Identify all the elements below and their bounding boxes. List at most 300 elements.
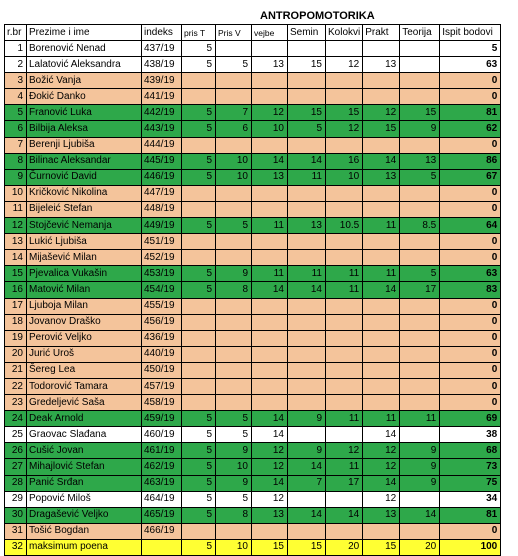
cell-exam-points[interactable]: 0 <box>440 185 501 201</box>
cell-practical[interactable]: 14 <box>363 153 400 169</box>
cell-seminar[interactable] <box>288 201 326 217</box>
cell-attendance-practice[interactable]: 10 <box>216 459 252 475</box>
cell-row-number[interactable]: 16 <box>5 282 27 298</box>
cell-attendance-theory[interactable] <box>182 395 216 411</box>
cell-theory[interactable]: 9 <box>400 475 440 491</box>
cell-full-name[interactable]: Panić Srđan <box>27 475 142 491</box>
cell-seminar[interactable] <box>288 73 326 89</box>
cell-practical[interactable] <box>363 346 400 362</box>
cell-attendance-theory[interactable] <box>182 73 216 89</box>
cell-exam-points[interactable]: 0 <box>440 137 501 153</box>
cell-exercises[interactable] <box>252 346 288 362</box>
cell-exam-points[interactable]: 0 <box>440 73 501 89</box>
cell-index-number[interactable]: 436/19 <box>142 330 182 346</box>
cell-practical[interactable]: 11 <box>363 218 400 234</box>
cell-exam-points[interactable]: 83 <box>440 282 501 298</box>
cell-theory[interactable] <box>400 298 440 314</box>
cell-row-number[interactable]: 4 <box>5 89 27 105</box>
cell-exam-points[interactable]: 75 <box>440 475 501 491</box>
cell-full-name[interactable]: Matović Milan <box>27 282 142 298</box>
cell-exercises[interactable] <box>252 137 288 153</box>
cell-attendance-theory[interactable]: 5 <box>182 153 216 169</box>
cell-colloquium[interactable] <box>326 427 363 443</box>
cell-index-number[interactable]: 459/19 <box>142 411 182 427</box>
cell-seminar[interactable] <box>288 523 326 539</box>
cell-row-number[interactable]: 5 <box>5 105 27 121</box>
cell-attendance-practice[interactable]: 7 <box>216 105 252 121</box>
cell-index-number[interactable]: 449/19 <box>142 218 182 234</box>
cell-exercises[interactable] <box>252 201 288 217</box>
cell-practical[interactable] <box>363 395 400 411</box>
cell-theory[interactable]: 9 <box>400 459 440 475</box>
cell-exam-points[interactable]: 0 <box>440 314 501 330</box>
cell-full-name[interactable]: Todorović Tamara <box>27 378 142 394</box>
cell-exercises[interactable]: 11 <box>252 218 288 234</box>
cell-theory[interactable] <box>400 89 440 105</box>
cell-exam-points[interactable]: 0 <box>440 378 501 394</box>
cell-exercises[interactable] <box>252 185 288 201</box>
cell-theory[interactable] <box>400 250 440 266</box>
cell-seminar[interactable] <box>288 137 326 153</box>
cell-theory[interactable] <box>400 330 440 346</box>
cell-practical[interactable]: 12 <box>363 459 400 475</box>
cell-seminar[interactable]: 14 <box>288 153 326 169</box>
cell-attendance-theory[interactable]: 5 <box>182 121 216 137</box>
cell-seminar[interactable] <box>288 427 326 443</box>
cell-index-number[interactable]: 453/19 <box>142 266 182 282</box>
header-colloquium[interactable]: Kolokvi <box>326 25 363 41</box>
cell-practical[interactable]: 12 <box>363 491 400 507</box>
cell-attendance-practice[interactable]: 9 <box>216 475 252 491</box>
cell-practical[interactable] <box>363 41 400 57</box>
cell-practical[interactable] <box>363 234 400 250</box>
cell-attendance-practice[interactable] <box>216 185 252 201</box>
cell-theory[interactable]: 15 <box>400 105 440 121</box>
cell-seminar[interactable]: 7 <box>288 475 326 491</box>
cell-full-name[interactable]: Graovac Slađana <box>27 427 142 443</box>
cell-exam-points[interactable]: 0 <box>440 298 501 314</box>
cell-seminar[interactable] <box>288 250 326 266</box>
cell-colloquium[interactable] <box>326 523 363 539</box>
cell-attendance-theory[interactable]: 5 <box>182 282 216 298</box>
cell-row-number[interactable]: 9 <box>5 169 27 185</box>
cell-full-name[interactable]: Perović Veljko <box>27 330 142 346</box>
cell-row-number[interactable]: 17 <box>5 298 27 314</box>
cell-index-number[interactable]: 445/19 <box>142 153 182 169</box>
cell-colloquium[interactable]: 12 <box>326 443 363 459</box>
cell-attendance-theory[interactable]: 5 <box>182 411 216 427</box>
cell-practical[interactable]: 14 <box>363 427 400 443</box>
cell-practical[interactable]: 11 <box>363 266 400 282</box>
cell-seminar[interactable] <box>288 362 326 378</box>
cell-theory[interactable] <box>400 346 440 362</box>
cell-colloquium[interactable]: 14 <box>326 507 363 523</box>
cell-exam-points[interactable]: 0 <box>440 330 501 346</box>
cell-theory[interactable] <box>400 137 440 153</box>
cell-seminar[interactable]: 15 <box>288 539 326 555</box>
cell-colloquium[interactable]: 11 <box>326 459 363 475</box>
cell-full-name[interactable]: Ljuboja Milan <box>27 298 142 314</box>
cell-full-name[interactable]: maksimum poena <box>27 539 142 555</box>
cell-exam-points[interactable]: 0 <box>440 346 501 362</box>
cell-full-name[interactable]: Borenović Nenad <box>27 41 142 57</box>
cell-index-number[interactable]: 466/19 <box>142 523 182 539</box>
cell-practical[interactable]: 13 <box>363 57 400 73</box>
cell-index-number[interactable]: 456/19 <box>142 314 182 330</box>
cell-attendance-theory[interactable]: 5 <box>182 57 216 73</box>
cell-index-number[interactable]: 446/19 <box>142 169 182 185</box>
cell-attendance-theory[interactable]: 5 <box>182 169 216 185</box>
cell-attendance-practice[interactable]: 10 <box>216 539 252 555</box>
cell-colloquium[interactable] <box>326 137 363 153</box>
cell-seminar[interactable] <box>288 185 326 201</box>
cell-attendance-practice[interactable]: 5 <box>216 411 252 427</box>
cell-attendance-theory[interactable] <box>182 378 216 394</box>
cell-attendance-practice[interactable] <box>216 41 252 57</box>
cell-seminar[interactable] <box>288 378 326 394</box>
cell-practical[interactable]: 14 <box>363 475 400 491</box>
cell-exam-points[interactable]: 0 <box>440 234 501 250</box>
cell-seminar[interactable] <box>288 346 326 362</box>
header-seminar[interactable]: Semin <box>288 25 326 41</box>
cell-colloquium[interactable]: 17 <box>326 475 363 491</box>
cell-seminar[interactable] <box>288 41 326 57</box>
cell-theory[interactable] <box>400 57 440 73</box>
cell-exercises[interactable]: 10 <box>252 121 288 137</box>
cell-attendance-theory[interactable] <box>182 523 216 539</box>
cell-theory[interactable]: 11 <box>400 411 440 427</box>
cell-index-number[interactable]: 452/19 <box>142 250 182 266</box>
cell-exercises[interactable] <box>252 73 288 89</box>
cell-theory[interactable]: 5 <box>400 266 440 282</box>
cell-index-number[interactable]: 457/19 <box>142 378 182 394</box>
cell-theory[interactable] <box>400 314 440 330</box>
cell-colloquium[interactable]: 11 <box>326 411 363 427</box>
cell-seminar[interactable]: 9 <box>288 411 326 427</box>
cell-attendance-theory[interactable] <box>182 234 216 250</box>
cell-exercises[interactable] <box>252 234 288 250</box>
cell-full-name[interactable]: Deak Arnold <box>27 411 142 427</box>
cell-full-name[interactable]: Gredeljević Saša <box>27 395 142 411</box>
cell-full-name[interactable]: Berenji Ljubiša <box>27 137 142 153</box>
cell-attendance-practice[interactable]: 9 <box>216 266 252 282</box>
cell-attendance-practice[interactable]: 8 <box>216 282 252 298</box>
cell-index-number[interactable]: 461/19 <box>142 443 182 459</box>
cell-colloquium[interactable]: 12 <box>326 121 363 137</box>
cell-exam-points[interactable]: 81 <box>440 507 501 523</box>
cell-attendance-theory[interactable]: 5 <box>182 427 216 443</box>
cell-exam-points[interactable]: 0 <box>440 250 501 266</box>
cell-attendance-theory[interactable]: 5 <box>182 218 216 234</box>
cell-exam-points[interactable]: 0 <box>440 89 501 105</box>
cell-full-name[interactable]: Mijašević Milan <box>27 250 142 266</box>
header-attendance-theory[interactable]: pris T <box>182 25 216 41</box>
cell-attendance-theory[interactable] <box>182 201 216 217</box>
cell-seminar[interactable] <box>288 89 326 105</box>
cell-colloquium[interactable] <box>326 298 363 314</box>
header-practical[interactable]: Prakt <box>363 25 400 41</box>
cell-exercises[interactable]: 14 <box>252 282 288 298</box>
cell-attendance-practice[interactable] <box>216 523 252 539</box>
cell-practical[interactable] <box>363 89 400 105</box>
cell-index-number[interactable]: 454/19 <box>142 282 182 298</box>
cell-row-number[interactable]: 21 <box>5 362 27 378</box>
header-exercises[interactable]: vejbe <box>252 25 288 41</box>
cell-row-number[interactable]: 19 <box>5 330 27 346</box>
cell-index-number[interactable]: 439/19 <box>142 73 182 89</box>
cell-full-name[interactable]: Bilinac Aleksandar <box>27 153 142 169</box>
cell-index-number[interactable]: 462/19 <box>142 459 182 475</box>
cell-exercises[interactable] <box>252 395 288 411</box>
cell-attendance-practice[interactable] <box>216 89 252 105</box>
cell-seminar[interactable]: 14 <box>288 459 326 475</box>
cell-exercises[interactable]: 14 <box>252 427 288 443</box>
cell-index-number[interactable]: 444/19 <box>142 137 182 153</box>
cell-index-number[interactable]: 442/19 <box>142 105 182 121</box>
cell-row-number[interactable]: 29 <box>5 491 27 507</box>
cell-index-number[interactable]: 465/19 <box>142 507 182 523</box>
cell-practical[interactable]: 15 <box>363 121 400 137</box>
cell-row-number[interactable]: 8 <box>5 153 27 169</box>
cell-exam-points[interactable]: 34 <box>440 491 501 507</box>
cell-attendance-practice[interactable] <box>216 395 252 411</box>
cell-full-name[interactable]: Božić Vanja <box>27 73 142 89</box>
cell-full-name[interactable]: Cušić Jovan <box>27 443 142 459</box>
cell-attendance-theory[interactable]: 5 <box>182 539 216 555</box>
cell-exercises[interactable]: 13 <box>252 169 288 185</box>
cell-practical[interactable] <box>363 185 400 201</box>
cell-exam-points[interactable]: 0 <box>440 362 501 378</box>
cell-exercises[interactable]: 11 <box>252 266 288 282</box>
cell-row-number[interactable]: 23 <box>5 395 27 411</box>
cell-theory[interactable]: 14 <box>400 507 440 523</box>
cell-attendance-theory[interactable]: 5 <box>182 475 216 491</box>
cell-colloquium[interactable] <box>326 250 363 266</box>
cell-colloquium[interactable]: 10.5 <box>326 218 363 234</box>
cell-attendance-theory[interactable]: 5 <box>182 507 216 523</box>
cell-exercises[interactable]: 12 <box>252 105 288 121</box>
cell-colloquium[interactable]: 15 <box>326 105 363 121</box>
cell-colloquium[interactable]: 12 <box>326 57 363 73</box>
header-row-number[interactable]: r.br <box>5 25 27 41</box>
cell-colloquium[interactable]: 11 <box>326 282 363 298</box>
cell-full-name[interactable]: Bilbija Aleksa <box>27 121 142 137</box>
cell-row-number[interactable]: 1 <box>5 41 27 57</box>
cell-exercises[interactable] <box>252 523 288 539</box>
cell-attendance-practice[interactable] <box>216 250 252 266</box>
cell-practical[interactable] <box>363 378 400 394</box>
cell-full-name[interactable]: Dragašević Veljko <box>27 507 142 523</box>
cell-colloquium[interactable]: 20 <box>326 539 363 555</box>
cell-attendance-practice[interactable] <box>216 378 252 394</box>
cell-row-number[interactable]: 6 <box>5 121 27 137</box>
cell-attendance-theory[interactable] <box>182 298 216 314</box>
cell-attendance-theory[interactable] <box>182 137 216 153</box>
cell-seminar[interactable] <box>288 314 326 330</box>
cell-index-number[interactable]: 440/19 <box>142 346 182 362</box>
cell-theory[interactable] <box>400 523 440 539</box>
cell-row-number[interactable]: 3 <box>5 73 27 89</box>
cell-row-number[interactable]: 18 <box>5 314 27 330</box>
cell-attendance-theory[interactable] <box>182 89 216 105</box>
cell-seminar[interactable]: 15 <box>288 105 326 121</box>
cell-exercises[interactable]: 14 <box>252 411 288 427</box>
cell-attendance-theory[interactable]: 5 <box>182 266 216 282</box>
cell-practical[interactable] <box>363 298 400 314</box>
cell-practical[interactable] <box>363 201 400 217</box>
cell-practical[interactable] <box>363 137 400 153</box>
cell-attendance-practice[interactable]: 10 <box>216 169 252 185</box>
cell-attendance-practice[interactable]: 8 <box>216 507 252 523</box>
cell-attendance-practice[interactable] <box>216 330 252 346</box>
cell-theory[interactable]: 9 <box>400 443 440 459</box>
cell-practical[interactable]: 11 <box>363 411 400 427</box>
cell-row-number[interactable]: 14 <box>5 250 27 266</box>
cell-exam-points[interactable]: 38 <box>440 427 501 443</box>
cell-row-number[interactable]: 15 <box>5 266 27 282</box>
cell-theory[interactable]: 13 <box>400 153 440 169</box>
cell-full-name[interactable]: Franović Luka <box>27 105 142 121</box>
cell-row-number[interactable]: 12 <box>5 218 27 234</box>
cell-full-name[interactable]: Jovanov Draško <box>27 314 142 330</box>
cell-theory[interactable]: 9 <box>400 121 440 137</box>
cell-exam-points[interactable]: 0 <box>440 523 501 539</box>
cell-full-name[interactable]: Popović Miloš <box>27 491 142 507</box>
cell-index-number[interactable]: 458/19 <box>142 395 182 411</box>
cell-attendance-practice[interactable]: 5 <box>216 57 252 73</box>
cell-colloquium[interactable] <box>326 41 363 57</box>
cell-colloquium[interactable] <box>326 201 363 217</box>
cell-attendance-practice[interactable] <box>216 346 252 362</box>
cell-exercises[interactable] <box>252 89 288 105</box>
cell-exercises[interactable]: 15 <box>252 539 288 555</box>
cell-attendance-theory[interactable] <box>182 362 216 378</box>
cell-full-name[interactable]: Bijelеić Stefan <box>27 201 142 217</box>
cell-attendance-practice[interactable]: 5 <box>216 218 252 234</box>
cell-colloquium[interactable] <box>326 395 363 411</box>
cell-exam-points[interactable]: 63 <box>440 266 501 282</box>
cell-index-number[interactable]: 464/19 <box>142 491 182 507</box>
header-full-name[interactable]: Prezime i ime <box>27 25 142 41</box>
cell-attendance-theory[interactable] <box>182 314 216 330</box>
cell-index-number[interactable]: 447/19 <box>142 185 182 201</box>
cell-seminar[interactable]: 13 <box>288 218 326 234</box>
cell-row-number[interactable]: 24 <box>5 411 27 427</box>
cell-row-number[interactable]: 31 <box>5 523 27 539</box>
cell-row-number[interactable]: 7 <box>5 137 27 153</box>
cell-exercises[interactable] <box>252 298 288 314</box>
cell-exam-points[interactable]: 69 <box>440 411 501 427</box>
cell-seminar[interactable] <box>288 234 326 250</box>
cell-index-number[interactable]: 437/19 <box>142 41 182 57</box>
cell-exam-points[interactable]: 64 <box>440 218 501 234</box>
header-index-number[interactable]: indeks <box>142 25 182 41</box>
cell-practical[interactable]: 14 <box>363 282 400 298</box>
cell-attendance-theory[interactable] <box>182 185 216 201</box>
cell-exam-points[interactable]: 0 <box>440 395 501 411</box>
cell-colloquium[interactable]: 11 <box>326 266 363 282</box>
cell-row-number[interactable]: 27 <box>5 459 27 475</box>
cell-attendance-theory[interactable] <box>182 330 216 346</box>
cell-exam-points[interactable]: 63 <box>440 57 501 73</box>
cell-row-number[interactable]: 13 <box>5 234 27 250</box>
cell-seminar[interactable] <box>288 298 326 314</box>
cell-colloquium[interactable] <box>326 362 363 378</box>
cell-exam-points[interactable]: 62 <box>440 121 501 137</box>
cell-exam-points[interactable]: 68 <box>440 443 501 459</box>
cell-theory[interactable] <box>400 41 440 57</box>
cell-colloquium[interactable] <box>326 314 363 330</box>
cell-seminar[interactable]: 15 <box>288 57 326 73</box>
cell-attendance-theory[interactable]: 5 <box>182 443 216 459</box>
cell-theory[interactable] <box>400 73 440 89</box>
cell-index-number[interactable]: 455/19 <box>142 298 182 314</box>
cell-exam-points[interactable]: 5 <box>440 41 501 57</box>
cell-index-number[interactable]: 463/19 <box>142 475 182 491</box>
cell-row-number[interactable]: 2 <box>5 57 27 73</box>
cell-full-name[interactable]: Čurnović David <box>27 169 142 185</box>
cell-row-number[interactable]: 25 <box>5 427 27 443</box>
cell-practical[interactable]: 13 <box>363 169 400 185</box>
cell-attendance-theory[interactable]: 5 <box>182 41 216 57</box>
cell-practical[interactable] <box>363 362 400 378</box>
cell-index-number[interactable]: 451/19 <box>142 234 182 250</box>
cell-exercises[interactable]: 12 <box>252 443 288 459</box>
cell-attendance-practice[interactable] <box>216 201 252 217</box>
cell-seminar[interactable]: 11 <box>288 169 326 185</box>
cell-index-number[interactable] <box>142 539 182 555</box>
cell-exam-points[interactable]: 100 <box>440 539 501 555</box>
cell-theory[interactable] <box>400 427 440 443</box>
cell-practical[interactable]: 13 <box>363 507 400 523</box>
cell-exam-points[interactable]: 73 <box>440 459 501 475</box>
cell-full-name[interactable]: Kričković Nikolina <box>27 185 142 201</box>
cell-theory[interactable] <box>400 395 440 411</box>
cell-theory[interactable] <box>400 378 440 394</box>
header-exam-points[interactable]: Ispit bodovi <box>440 25 501 41</box>
cell-seminar[interactable]: 14 <box>288 507 326 523</box>
cell-row-number[interactable]: 30 <box>5 507 27 523</box>
cell-attendance-theory[interactable]: 5 <box>182 105 216 121</box>
cell-exercises[interactable] <box>252 362 288 378</box>
cell-attendance-practice[interactable]: 10 <box>216 153 252 169</box>
cell-attendance-practice[interactable] <box>216 137 252 153</box>
cell-practical[interactable]: 12 <box>363 105 400 121</box>
cell-attendance-practice[interactable]: 6 <box>216 121 252 137</box>
cell-full-name[interactable]: Jurić Uroš <box>27 346 142 362</box>
cell-seminar[interactable]: 9 <box>288 443 326 459</box>
cell-exercises[interactable]: 13 <box>252 57 288 73</box>
cell-attendance-practice[interactable] <box>216 362 252 378</box>
cell-exercises[interactable] <box>252 330 288 346</box>
cell-exercises[interactable] <box>252 314 288 330</box>
cell-seminar[interactable] <box>288 330 326 346</box>
cell-seminar[interactable]: 11 <box>288 266 326 282</box>
cell-practical[interactable]: 15 <box>363 539 400 555</box>
cell-attendance-practice[interactable]: 9 <box>216 443 252 459</box>
cell-row-number[interactable]: 32 <box>5 539 27 555</box>
cell-exam-points[interactable]: 67 <box>440 169 501 185</box>
cell-theory[interactable] <box>400 362 440 378</box>
cell-full-name[interactable]: Mihajlović Stefan <box>27 459 142 475</box>
cell-colloquium[interactable]: 10 <box>326 169 363 185</box>
cell-practical[interactable] <box>363 250 400 266</box>
cell-colloquium[interactable] <box>326 234 363 250</box>
cell-index-number[interactable]: 441/19 <box>142 89 182 105</box>
cell-colloquium[interactable] <box>326 73 363 89</box>
cell-exam-points[interactable]: 81 <box>440 105 501 121</box>
cell-attendance-practice[interactable] <box>216 73 252 89</box>
